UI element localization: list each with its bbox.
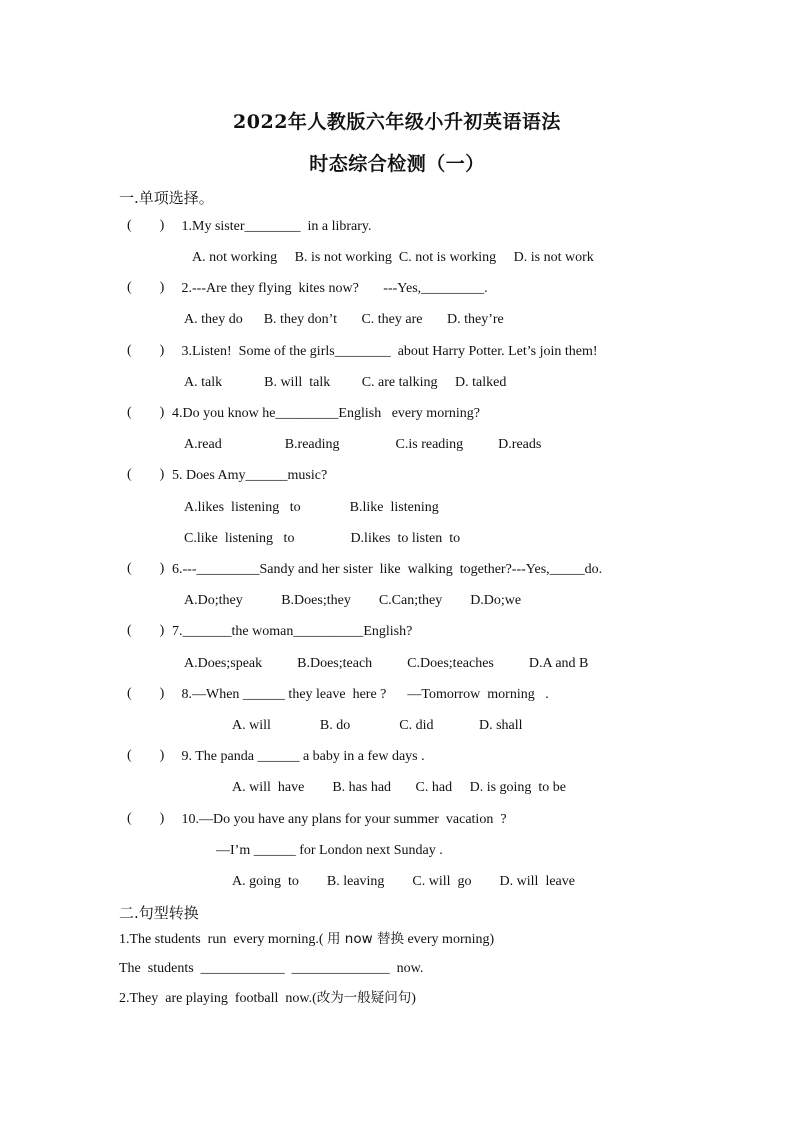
answer-blank[interactable]: ( ) [127,686,165,701]
question-options: A. will have B. has had C. had D. is going to be [232,780,567,795]
page-title-line1: 2022年人教版六年级小升初英语语法 [233,111,561,133]
transform-prompt [119,930,494,949]
transform-prompt-post: ) [411,991,416,1006]
question-stem: 8.—When ______ they leave here ? —Tomorrow morning . [178,687,549,702]
question-options: A. will B. do C. did D. shall [232,718,523,733]
answer-blank[interactable]: ( ) [127,343,165,358]
question-options: A.likes listening to B.like listening [184,500,439,515]
question-stem: 1.My sister________ in a library. [178,219,372,234]
question-stem: 6.---_________Sandy and her sister like walking together?---Yes,_____do. [172,562,603,577]
transform-prompt-pre: 1.The students run every morning.( [119,932,328,947]
question-stem: 10.—Do you have any plans for your summer vacation ? [178,812,507,827]
question-options: A.Does;speak B.Does;teach C.Does;teaches D.A and B [184,656,589,671]
question-stem: 4.Do you know he_________English every morning? [172,406,480,421]
answer-blank[interactable]: ( ) [127,405,165,420]
question-options: A.Do;they B.Does;they C.Can;they D.Do;we [184,593,522,608]
answer-blank[interactable]: ( ) [127,218,165,233]
section-heading-multiple-choice: 一.单项选择。 [119,189,214,207]
transform-prompt-cn: 用 now 替换 [327,931,404,947]
question-stem: 2.---Are they flying kites now? ---Yes,_________. [178,281,488,296]
answer-blank[interactable]: ( ) [127,561,165,576]
transform-answer-line[interactable]: The students ____________ ______________ now. [119,961,424,976]
transform-prompt [119,989,416,1008]
question-stem: 7._______the woman__________English? [172,624,413,639]
answer-blank[interactable]: ( ) [127,280,165,295]
answer-blank[interactable]: ( ) [127,748,165,763]
answer-blank[interactable]: ( ) [127,467,165,482]
transform-prompt-cn: 改为一般疑问句 [316,990,412,1006]
page-title-line2: 时态综合检测（一） [309,153,485,175]
question-options: A. going to B. leaving C. will go D. will leave [232,874,575,889]
question-stem: 9. The panda ______ a baby in a few days . [178,749,425,764]
question-dialogue: —I’m ______ for London next Sunday . [216,843,443,858]
transform-prompt-post: every morning) [403,932,495,947]
question-options: A. not working B. is not working C. not is working D. is not work [192,250,594,265]
answer-blank[interactable]: ( ) [127,811,165,826]
answer-blank[interactable]: ( ) [127,623,165,638]
question-options-row2: C.like listening to D.likes to listen to [184,531,461,546]
transform-prompt-pre: 2.They are playing football now.( [119,991,317,1006]
question-stem: 3.Listen! Some of the girls________ about Harry Potter. Let’s join them! [178,344,598,359]
question-options: A. they do B. they don’t C. they are D. they’re [184,312,504,327]
section-heading-sentence-transform: 二.句型转换 [119,904,199,922]
question-stem: 5. Does Amy______music? [172,468,328,483]
question-options: A. talk B. will talk C. are talking D. talked [184,375,507,390]
question-options: A.read B.reading C.is reading D.reads [184,437,542,452]
